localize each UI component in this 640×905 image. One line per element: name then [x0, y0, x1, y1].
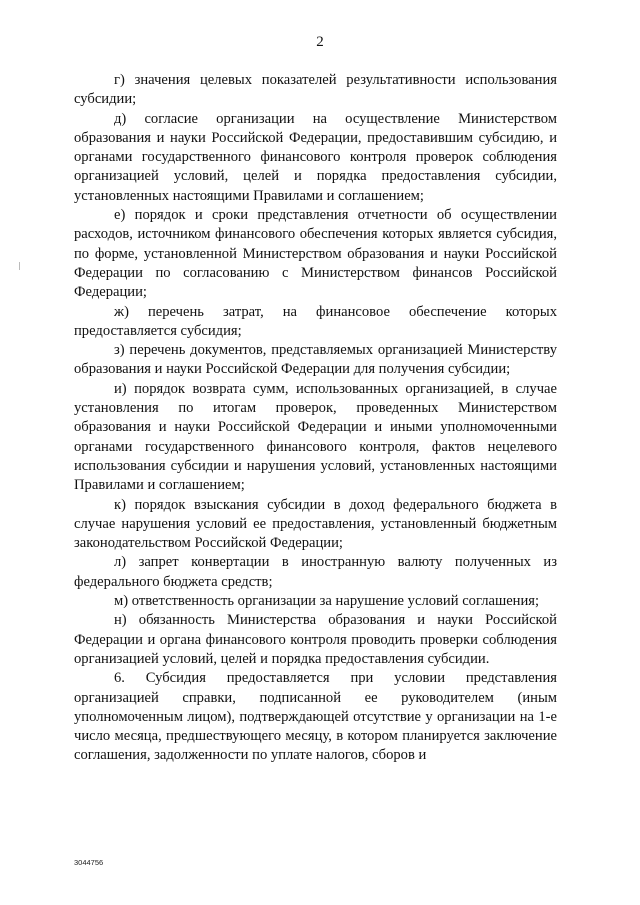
paragraph-zh: ж) перечень затрат, на финансовое обеспечение которых предоставляется субсидия;: [74, 303, 557, 339]
paragraph-d: д) согласие организации на осуществление Министерством образования и науки Российской Федерации, предоставившим субсидию, и органами государственного финансового контроля проверок соблюдения организацией условий, целей и порядка предоставления субсидии, установленных настоящими Правилами и соглашением;: [74, 110, 557, 204]
paragraph-m: м) ответственность организации за нарушение условий соглашения;: [114, 593, 540, 610]
document-body: [74, 71, 557, 766]
paragraph-i: и) порядок возврата сумм, использованных организацией, в случае установления по итогам проверок, проведенных Министерством образования и науки Российской Федерации и иными уполномоченными органами государственного финансового контроля, фактов нецелевого использования субсидии и нарушения условий, установленных настоящими Правилами и соглашением;: [74, 380, 557, 494]
scan-artifact: [19, 262, 20, 270]
paragraph-l: л) запрет конвертации в иностранную валюту полученных из федерального бюджета средств;: [74, 554, 557, 590]
paragraph-k: к) порядок взыскания субсидии в доход федерального бюджета в случае нарушения условий ее предоставления, установленный бюджетным законодательством Российской Федерации;: [74, 496, 557, 552]
page-number: 2: [316, 34, 324, 50]
paragraph-6: 6. Субсидия предоставляется при условии представления организацией справки, подписанной ее руководителем (иным уполномоченным лицом), подтверждающей отсутствие у организации на 1-е число месяца, предшествующего месяцу, в котором планируется заключение соглашения, задолженности по уплате налогов, сборов и: [74, 670, 557, 764]
paragraph-e: е) порядок и сроки представления отчетности об осуществлении расходов, источником финансового обеспечения которых является субсидия, по форме, установленной Министерством образования и науки Российской Федерации по согласованию с Министерством финансов Российской Федерации;: [74, 207, 557, 301]
document-code: 3044756: [74, 858, 104, 867]
paragraph-g: г) значения целевых показателей результативности использования субсидии;: [74, 72, 557, 108]
paragraph-z: з) перечень документов, представляемых организацией Министерству образования и науки Российской Федерации для получения субсидии;: [74, 342, 557, 378]
paragraph-n: н) обязанность Министерства образования и науки Российской Федерации и органа финансового контроля проводить проверки соблюдения организацией условий, целей и порядка предоставления субсидии.: [74, 612, 557, 667]
